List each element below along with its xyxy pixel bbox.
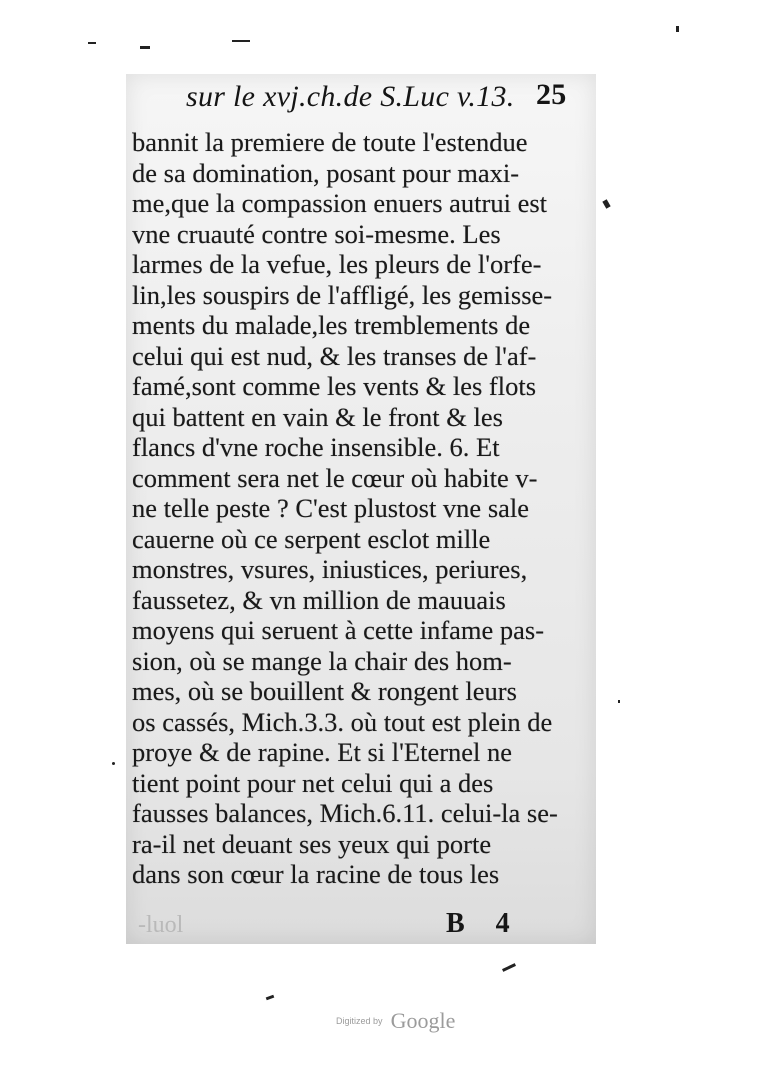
- scan-speck: [676, 26, 679, 32]
- text-line: cauerne où ce serpent esclot mille: [132, 523, 491, 554]
- text-line: me,que la compassion enuers autrui est: [132, 188, 548, 218]
- text-line: ne telle peste ? C'est plustost vne sale: [132, 493, 530, 523]
- running-head: [186, 80, 586, 120]
- signature-mark: B 4: [446, 908, 522, 939]
- scan-speck: [88, 42, 96, 44]
- body-text: [132, 127, 592, 890]
- scan-speck: [112, 762, 115, 765]
- text-line: proye & de rapine. Et si l'Eternel ne: [132, 737, 513, 767]
- text-line: vne cruauté contre soi-mesme. Les: [132, 218, 501, 249]
- text-line: lin,les souspirs de l'affligé, les gemisse-: [132, 279, 553, 310]
- text-line: moyens qui seruent à cette infame pas-: [132, 615, 545, 645]
- text-line: monstres, vsures, iniustices, periures,: [132, 554, 528, 584]
- scan-speck: [502, 963, 516, 972]
- text-line: dans son cœur la racine de tous les: [132, 859, 500, 889]
- text-line: os cassés, Mich.3.3. où tout est plein de: [132, 706, 553, 737]
- watermark-brand: Google: [390, 1008, 456, 1033]
- bleed-through-text: -luol: [138, 912, 184, 938]
- scan-speck: [140, 46, 150, 49]
- page-number: 25: [536, 78, 567, 111]
- text-line: sion, où se mange la chair des hom-: [132, 645, 512, 676]
- text-line: flancs d'vne roche insensible. 6. Et: [132, 432, 500, 462]
- scan-speck: [266, 995, 275, 1001]
- running-head-title: sur le xvj.ch.de S.Luc v.13.: [186, 80, 515, 113]
- scan-speck: [602, 199, 610, 208]
- text-line: celui qui est nud, & les transes de l'af-: [132, 340, 537, 371]
- scan-speck: [618, 700, 620, 703]
- text-line: qui battent en vain & le front & les: [132, 401, 503, 432]
- text-line: fausses balances, Mich.6.11. celui-la se-: [132, 798, 558, 828]
- scan-speck: [232, 40, 250, 42]
- digitized-watermark: [336, 1008, 455, 1034]
- text-line: bannit la premiere de toute l'estendue: [132, 127, 528, 157]
- text-line: ra-il net deuant ses yeux qui porte: [132, 828, 492, 859]
- text-line: famé,sont comme les vents & les flots: [132, 371, 537, 401]
- text-line: mes, où se bouillent & rongent leurs: [132, 676, 517, 706]
- text-line: larmes de la vefue, les pleurs de l'orfe-: [132, 249, 542, 279]
- text-line: faussetez, & vn million de mauuais: [132, 584, 506, 615]
- text-line: tient point pour net celui qui a des: [132, 767, 494, 798]
- text-line: comment sera net le cœur où habite v-: [132, 462, 538, 493]
- text-line: ments du malade,les tremblements de: [132, 310, 531, 340]
- text-line: de sa domination, posant pour maxi-: [132, 157, 520, 188]
- watermark-prefix: Digitized by: [336, 1016, 383, 1026]
